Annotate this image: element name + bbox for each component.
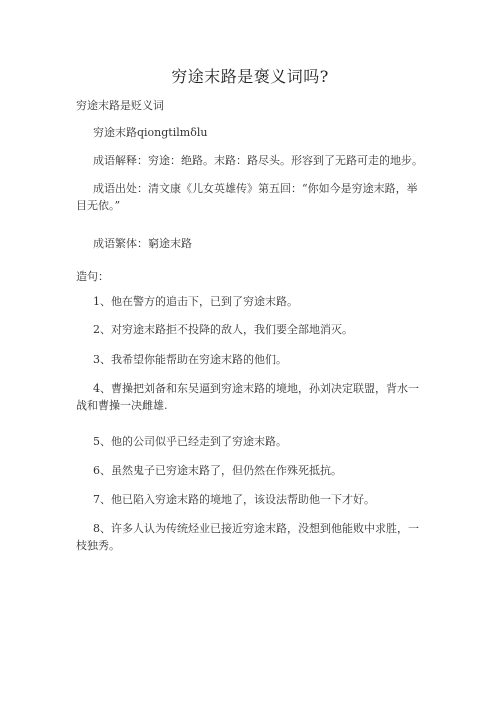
sentence-item: 5、他的公司似乎已经走到了穷途末路。 <box>93 435 287 448</box>
sentence-item: 3、我希望你能帮助在穷途末路的他们。 <box>93 353 287 366</box>
sentences-heading: 造句： <box>76 270 109 283</box>
sentence-item: 7、他已陷入穷途末路的境地了，该设法帮助他一下才好。 <box>93 493 375 506</box>
sentence-item: 4、曹操把刘备和东吴逼到穷途末路的境地，孙刘决定联盟，背水一战和曹操一决雌雄. <box>76 382 419 412</box>
page-title: 穷途末路是褒义词吗? <box>171 67 329 86</box>
sentence-item: 6、虽然鬼子已穷途末路了，但仍然在作殊死抵抗。 <box>93 464 342 477</box>
pinyin-line: 穷途末路qiongtilmδlu <box>93 126 208 139</box>
answer-line: 穷途末路是贬义词 <box>76 99 164 112</box>
definition-paragraph: 成语解释：穷途：绝路。末路：路尽头。形容到了无路可走的地步。 <box>93 154 423 167</box>
sentence-item: 2、对穷途末路拒不投降的敌人，我们要全部地消灭。 <box>93 323 353 336</box>
origin-paragraph: 成语出处：清文康《儿女英雄传》第五回：“你如今是穷途末路，举目无依。” <box>76 182 418 212</box>
traditional-line: 成语繁体：窮途末路 <box>93 237 192 250</box>
sentence-item: 1、他在警方的追击下，已到了穷途末路。 <box>93 295 298 308</box>
sentence-item: 8、许多人认为传统烃业已接近穷途末路，没想到他能败中求胜，一枝独秀。 <box>76 522 419 552</box>
